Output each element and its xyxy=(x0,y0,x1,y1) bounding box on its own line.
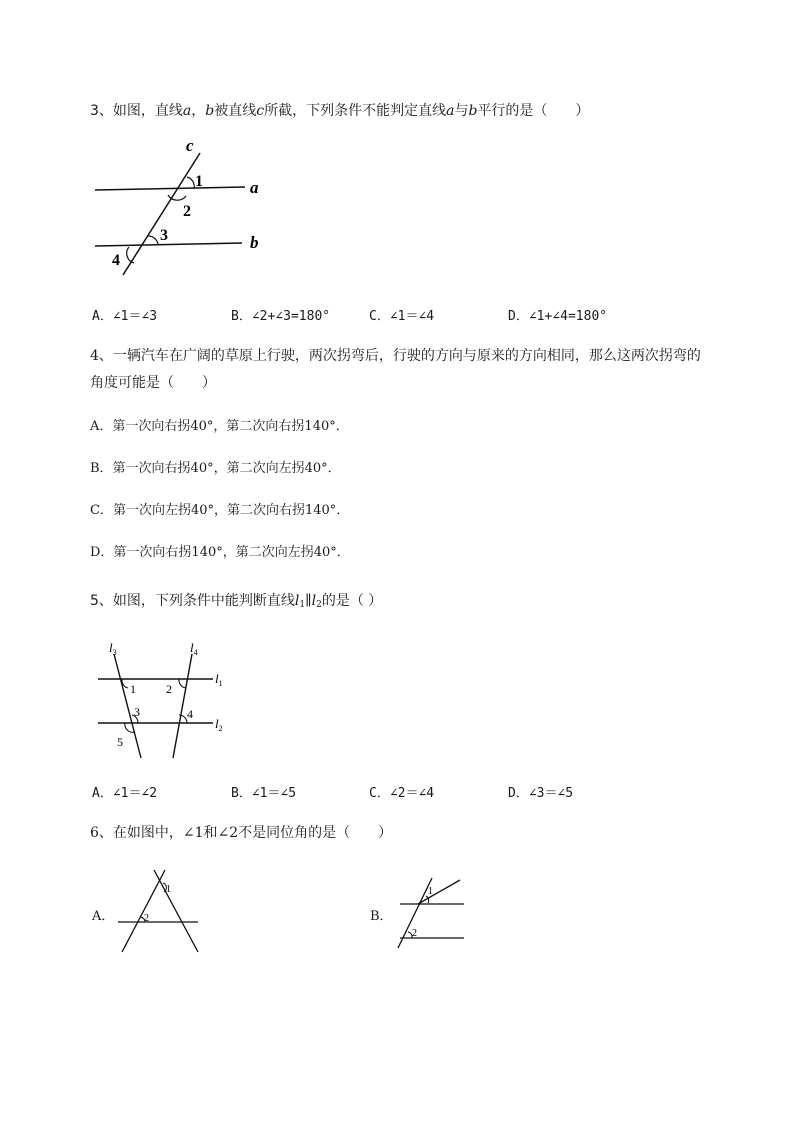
question-4-option-c[interactable]: C．第一次向左拐40°，第二次向右拐140°． xyxy=(90,503,350,518)
option-b[interactable]: B．∠2+∠3=180° xyxy=(231,309,331,324)
question-number: 3、 xyxy=(90,103,113,119)
angle-2-label: 2 xyxy=(183,203,191,220)
angle-4-label: 4 xyxy=(112,252,120,269)
option-d[interactable]: D．∠3＝∠5 xyxy=(508,786,574,801)
line-l4 xyxy=(173,654,192,758)
transversal-right xyxy=(154,870,198,952)
slanted-line xyxy=(418,880,460,904)
label-l4: $l_4$ xyxy=(190,640,198,657)
option-d[interactable]: D．∠1+∠4=180° xyxy=(508,309,608,324)
angle-3-arc xyxy=(147,236,158,244)
question-4-option-a[interactable]: A．第一次向右拐40°，第二次向右拐140°． xyxy=(90,419,349,434)
question-6-stem: 6、在如图中，∠1和∠2不是同位角的是（ ） xyxy=(90,825,393,841)
label-l1: $l_1$ xyxy=(215,671,223,688)
angle-5-label: 5 xyxy=(117,735,123,749)
question-4-option-b[interactable]: B．第一次向右拐40°，第二次向左拐40°． xyxy=(90,461,341,476)
option-a[interactable]: A．∠1＝∠2 xyxy=(92,786,158,801)
question-4-option-d[interactable]: D．第一次向右拐140°，第二次向左拐40°． xyxy=(90,545,350,560)
option-c[interactable]: C．∠1＝∠4 xyxy=(369,309,435,324)
label-l2: $l_2$ xyxy=(215,716,223,733)
angle-1-label: 1 xyxy=(166,884,171,895)
angle-2-label: 2 xyxy=(412,928,417,939)
angle-1-label: 1 xyxy=(428,886,433,897)
question-5-stem: 5、如图，下列条件中能判断直线$l_1\parallel l_2$的是（ ） xyxy=(90,593,383,610)
question-6-figure-b xyxy=(390,870,475,955)
label-l3: $l_3$ xyxy=(109,640,117,657)
line-a xyxy=(95,187,245,190)
line-b xyxy=(95,243,242,246)
angle-2-label: 2 xyxy=(144,913,149,924)
label-b: b xyxy=(250,233,259,252)
label-c: c xyxy=(186,136,194,155)
question-3-stem: 3、如图，直线a，b被直线c所截，下列条件不能判定直线a与b平行的是（ ） xyxy=(90,103,590,119)
angle-2-label: 2 xyxy=(166,682,172,696)
transversal-left xyxy=(122,870,165,952)
angle-1-label: 1 xyxy=(195,173,203,190)
angle-4-label: 4 xyxy=(187,707,193,721)
angle-1-label: 1 xyxy=(130,682,136,696)
angle-3-label: 3 xyxy=(160,227,168,244)
question-6-option-a-label[interactable]: A． xyxy=(92,909,115,924)
question-4-stem-line-1: 4、一辆汽车在广阔的草原上行驶，两次拐弯后，行驶的方向与原来的方向相同，那么这两次拐弯的 xyxy=(90,348,701,364)
angle-1-arc xyxy=(187,177,194,189)
question-3-figure xyxy=(90,135,270,275)
option-b[interactable]: B．∠1＝∠5 xyxy=(231,786,297,801)
angle-3-label: 3 xyxy=(134,705,140,719)
question-6-figure-a xyxy=(110,865,210,960)
option-c[interactable]: C．∠2＝∠4 xyxy=(369,786,435,801)
question-6-option-b-label[interactable]: B． xyxy=(370,909,393,924)
label-a: a xyxy=(250,178,259,197)
question-5-figure xyxy=(95,638,245,763)
angle-2-arc xyxy=(179,679,186,688)
question-4-stem-line-2: 角度可能是（ ） xyxy=(90,375,216,391)
option-a[interactable]: A．∠1＝∠3 xyxy=(92,309,158,324)
